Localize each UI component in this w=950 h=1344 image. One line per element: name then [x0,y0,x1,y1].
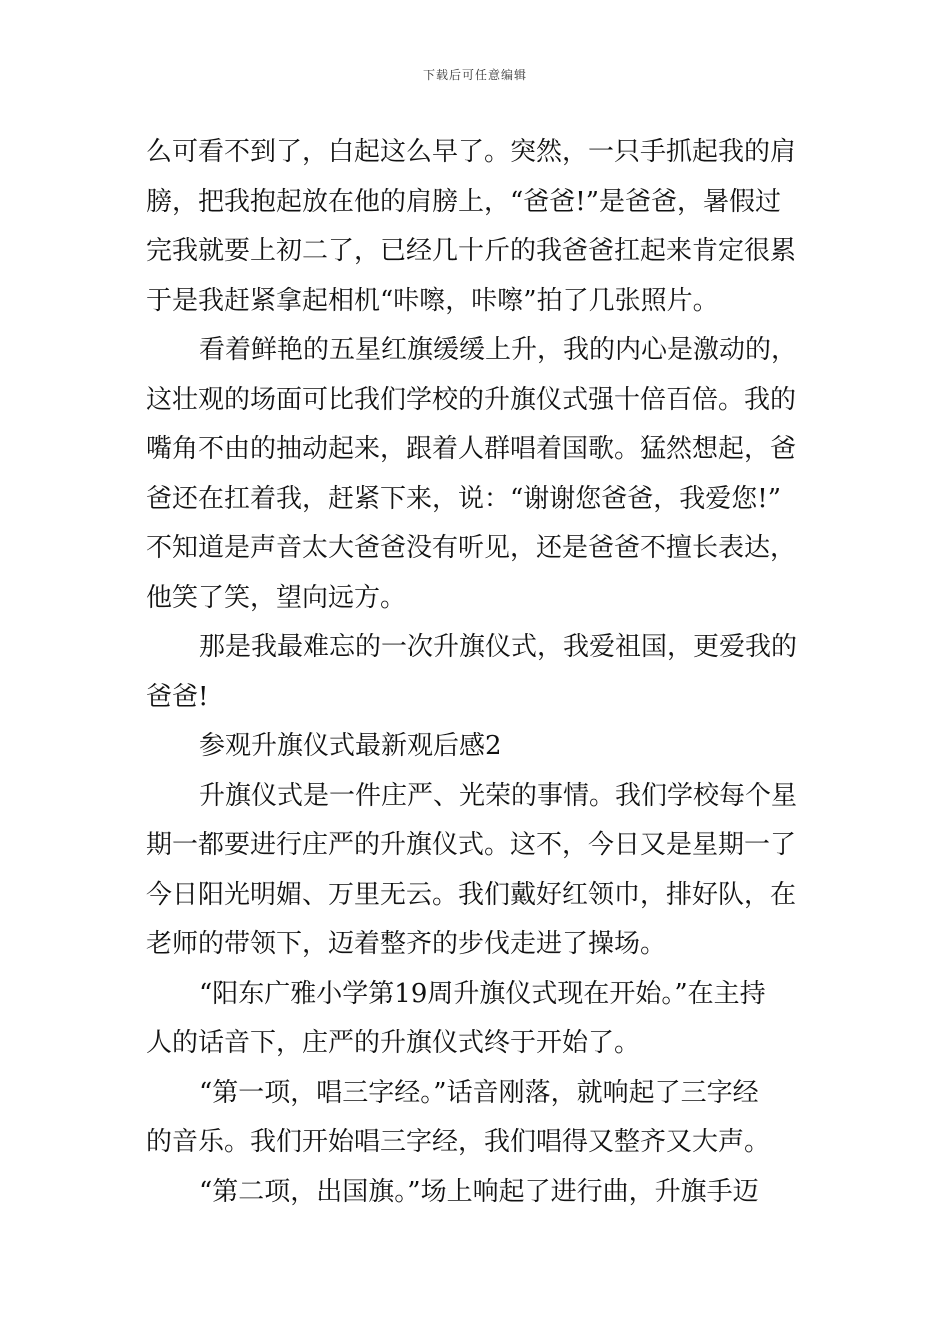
text-line: 今日阳光明媚、万里无云。我们戴好红领巾，排好队，在 [146,879,797,910]
text-line: “第二项，出国旗。”场上响起了进行曲，升旗手迈 [199,1176,759,1207]
text-line: 么可看不到了，白起这么早了。突然，一只手抓起我的肩 [146,137,797,167]
document-body [146,128,810,1217]
text-block [146,128,810,1217]
text-line: 人的话音下，庄严的升旗仪式终于开始了。 [146,1028,641,1058]
text-line: 那是我最难忘的一次升旗仪式，我爱祖国，更爱我的 [199,632,798,662]
text-line: 他笑了笑，望向远方。 [146,582,407,613]
text-line: 完我就要上初二了，已经几十斤的我爸爸扛起来肯定很累 [146,236,797,266]
text-line: 看着鲜艳的五星红旗缓缓上升，我的内心是激动的， [199,335,798,365]
section-heading: 参观升旗仪式最新观后感2 [199,731,502,761]
text-line: 这壮观的场面可比我们学校的升旗仪式强十倍百倍。我的 [146,384,797,415]
text-line: 的音乐。我们开始唱三字经，我们唱得又整齐又大声。 [146,1127,771,1157]
text-line: 嘴角不由的抽动起来，跟着人群唱着国歌。猛然想起，爸 [146,434,797,464]
text-line: 于是我赶紧拿起相机“咔嚓，咔嚓”拍了几张照片。 [146,285,719,316]
page-header-note: 下载后可任意编辑 [422,68,527,82]
text-line: 老师的带领下，迈着整齐的步伐走进了操场。 [146,929,667,959]
text-line: 期一都要进行庄严的升旗仪式。这不，今日又是星期一了 [146,830,797,860]
text-line: “阳东广雅小学第19周升旗仪式现在开始。”在主持 [199,978,766,1009]
text-line: “第一项，唱三字经。”话音刚落，就响起了三字经 [199,1077,759,1108]
text-line: 爸还在扛着我，赶紧下来，说：“谢谢您爸爸，我爱您!” [146,483,782,514]
text-line: 不知道是声音太大爸爸没有听见，还是爸爸不擅长表达， [146,533,797,563]
text-line: 膀，把我抱起放在他的肩膀上，“爸爸!”是爸爸，暑假过 [146,186,782,217]
text-line: 爸爸! [146,681,209,712]
text-line: 升旗仪式是一件庄严、光荣的事情。我们学校每个星 [199,780,798,811]
